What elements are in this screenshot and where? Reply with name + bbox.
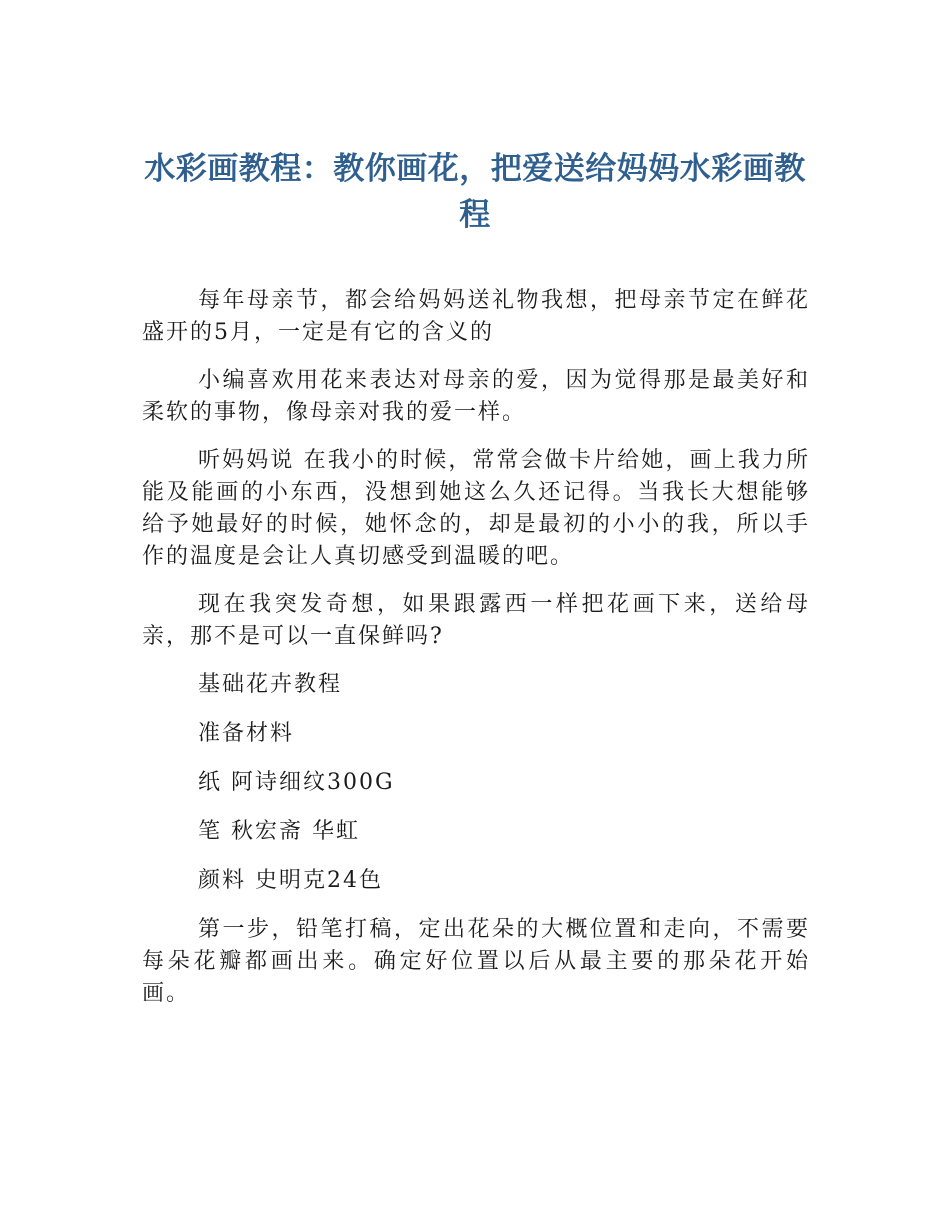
paragraph-idea: 现在我突发奇想，如果跟露西一样把花画下来，送给母亲，那不是可以一直保鲜吗? — [142, 592, 810, 649]
paragraph-basic-tutorial: 基础花卉教程 — [198, 672, 343, 697]
paragraph-childhood-cards: 听妈妈说 在我小的时候，常常会做卡片给她，画上我力所能及能画的小东西，没想到她这么久还记得。当我长大想能够给予她最好的时候，她怀念的，却是最初的小小的我，所以手作的温度是会让人真切感受到温暖的吧。 — [142, 448, 810, 569]
paragraph-material-paint: 颜料 史明克24色 — [198, 868, 383, 893]
paragraph-materials-heading: 准备材料 — [198, 721, 295, 746]
paragraph-flowers-love: 小编喜欢用花来表达对母亲的爱，因为觉得那是最美好和柔软的事物，像母亲对我的爱一样。 — [142, 368, 810, 425]
paragraph-step-one: 第一步，铅笔打稿，定出花朵的大概位置和走向，不需要每朵花瓣都画出来。确定好位置以后从最主要的那朵花开始画。 — [142, 917, 810, 1006]
document-body — [142, 285, 810, 1026]
paragraph-material-paper: 纸 阿诗细纹300G — [198, 770, 395, 795]
paragraph-material-brush: 笔 秋宏斋 华虹 — [198, 819, 360, 844]
paragraph-mothers-day: 每年母亲节，都会给妈妈送礼物我想，把母亲节定在鲜花盛开的5月，一定是有它的含义的 — [142, 288, 810, 345]
document-title: 水彩画教程：教你画花，把爱送给妈妈水彩画教程 — [144, 151, 806, 233]
